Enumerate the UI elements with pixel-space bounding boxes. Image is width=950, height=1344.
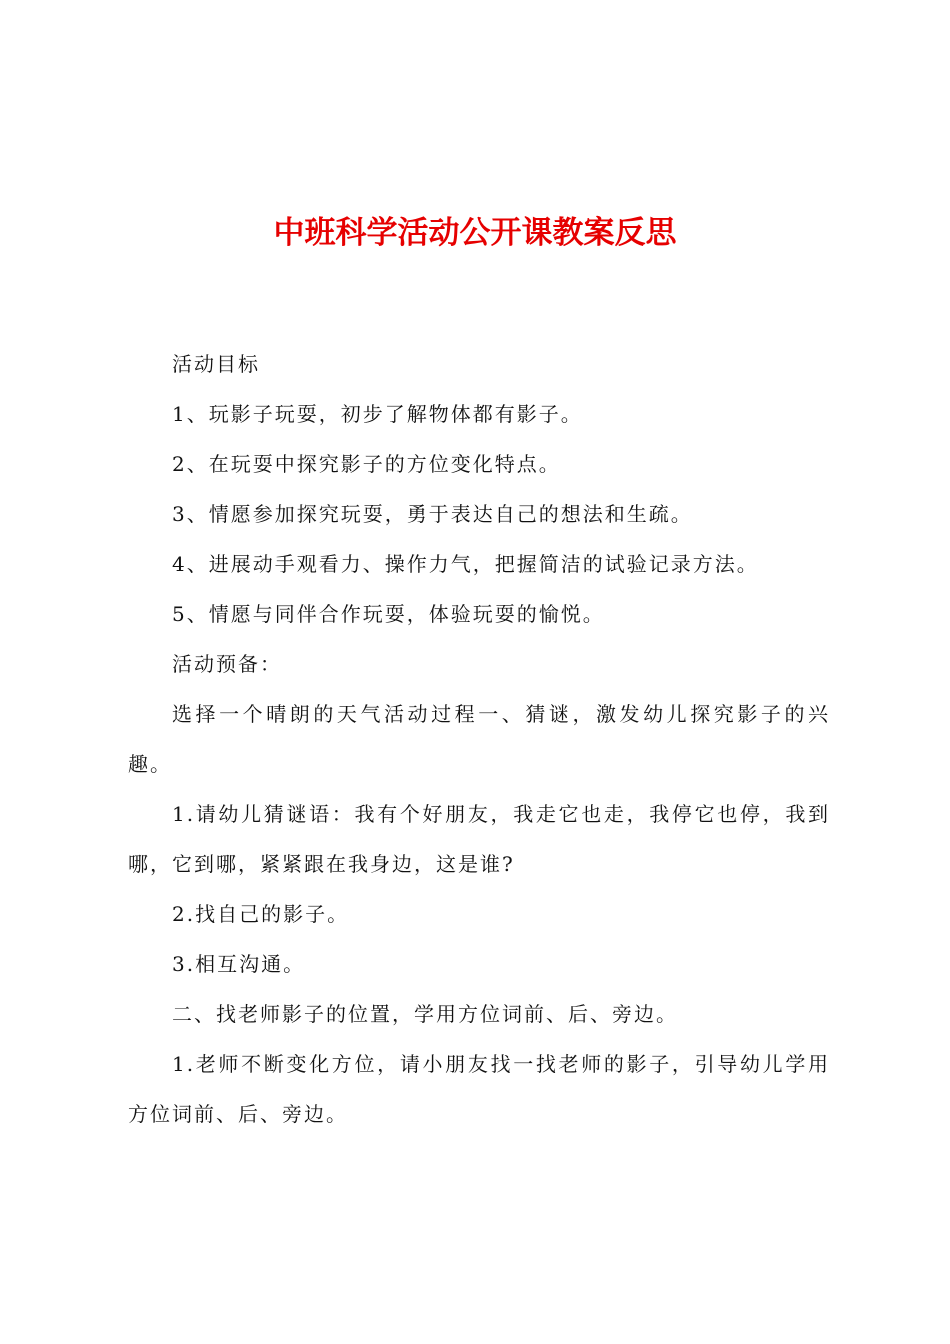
paragraph-communicate: 3.相互沟通。 — [172, 952, 306, 976]
paragraph-find-shadow: 2.找自己的影子。 — [172, 902, 350, 926]
document-title: 中班科学活动公开课教案反思 — [273, 215, 677, 251]
document-body — [128, 339, 830, 1139]
section-heading-part-two: 二、找老师影子的位置，学用方位词前、后、旁边。 — [172, 1002, 678, 1026]
goal-item-5: 5、情愿与同伴合作玩耍，体验玩耍的愉悦。 — [172, 602, 605, 626]
section-heading-preparation: 活动预备： — [172, 652, 282, 676]
goal-item-1: 1、玩影子玩耍，初步了解物体都有影子。 — [172, 402, 583, 426]
paragraph-riddle: 1.请幼儿猜谜语：我有个好朋友，我走它也走，我停它也停，我到哪，它到哪，紧紧跟在我身边，这是谁? — [128, 802, 830, 876]
paragraph-process-intro: 选择一个晴朗的天气活动过程一、猜谜，激发幼儿探究影子的兴趣。 — [128, 702, 830, 776]
paragraph-teacher-position: 1.老师不断变化方位，请小朋友找一找老师的影子，引导幼儿学用方位词前、后、旁边。 — [128, 1052, 830, 1126]
section-heading-goals: 活动目标 — [172, 352, 260, 376]
goal-item-3: 3、情愿参加探究玩耍，勇于表达自己的想法和生疏。 — [172, 502, 693, 526]
goal-item-4: 4、进展动手观看力、操作力气，把握简洁的试验记录方法。 — [172, 552, 759, 576]
goal-item-2: 2、在玩耍中探究影子的方位变化特点。 — [172, 452, 561, 476]
